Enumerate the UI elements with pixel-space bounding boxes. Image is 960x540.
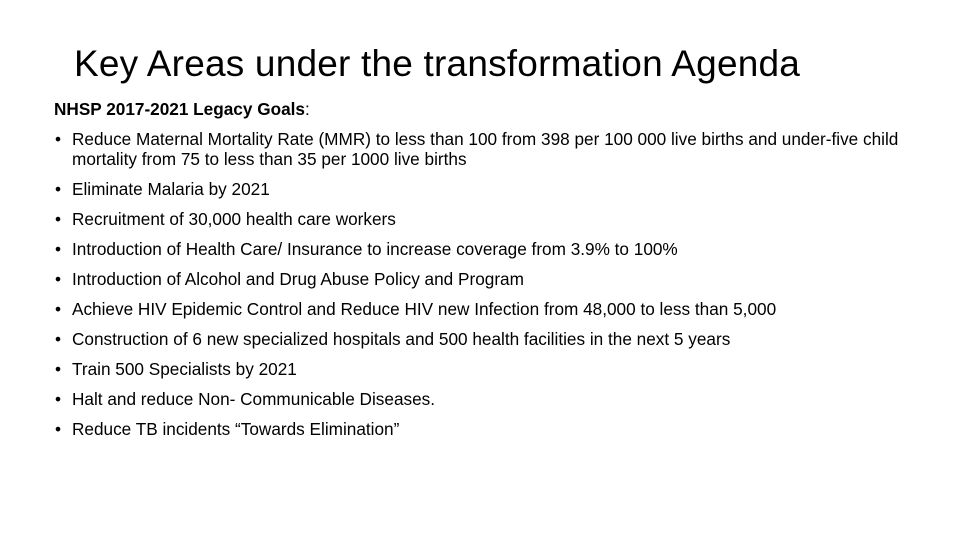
list-item <box>54 359 914 379</box>
goal-text: Reduce TB incidents “Towards Elimination” <box>72 419 400 439</box>
goal-text: Halt and reduce Non- Communicable Diseases. <box>72 389 436 409</box>
list-item <box>54 179 914 199</box>
list-item <box>54 129 914 169</box>
list-item <box>54 419 914 439</box>
goal-text: Introduction of Health Care/ Insurance to increase coverage from 3.9% to 100% <box>72 239 678 259</box>
goal-text: Eliminate Malaria by 2021 <box>72 179 270 199</box>
bullet-icon: • <box>55 209 62 229</box>
goals-heading-colon: : <box>304 99 310 119</box>
list-item <box>54 239 914 259</box>
goal-text: Achieve HIV Epidemic Control and Reduce HIV new Infection from 48,000 to less than 5,000 <box>72 299 777 319</box>
list-item <box>54 299 914 319</box>
list-item <box>54 329 914 349</box>
goal-text: Introduction of Alcohol and Drug Abuse Policy and Program <box>72 269 524 289</box>
goals-list <box>54 129 914 439</box>
bullet-icon: • <box>55 269 62 289</box>
bullet-icon: • <box>55 329 62 349</box>
bullet-icon: • <box>55 359 62 379</box>
list-item <box>54 389 914 409</box>
goal-text: Train 500 Specialists by 2021 <box>72 359 297 379</box>
goals-heading <box>54 99 914 119</box>
goal-text: Recruitment of 30,000 health care workers <box>72 209 396 229</box>
bullet-icon: • <box>55 179 62 199</box>
goals-heading-label: NHSP 2017-2021 Legacy Goals <box>54 99 305 119</box>
bullet-icon: • <box>55 239 62 259</box>
list-item <box>54 209 914 229</box>
bullet-icon: • <box>55 389 62 409</box>
goal-text: Reduce Maternal Mortality Rate (MMR) to less than 100 from 398 per 100 000 live births and under-five child mortality from 75 to less than 35 per 1000 live births <box>72 129 899 169</box>
slide-title: Key Areas under the transformation Agenda <box>74 43 801 84</box>
bullet-icon: • <box>55 299 62 319</box>
bullet-icon: • <box>55 419 62 439</box>
goal-text: Construction of 6 new specialized hospitals and 500 health facilities in the next 5 years <box>72 329 731 349</box>
bullet-icon: • <box>55 129 62 149</box>
list-item <box>54 269 914 289</box>
slide-content <box>54 99 914 449</box>
